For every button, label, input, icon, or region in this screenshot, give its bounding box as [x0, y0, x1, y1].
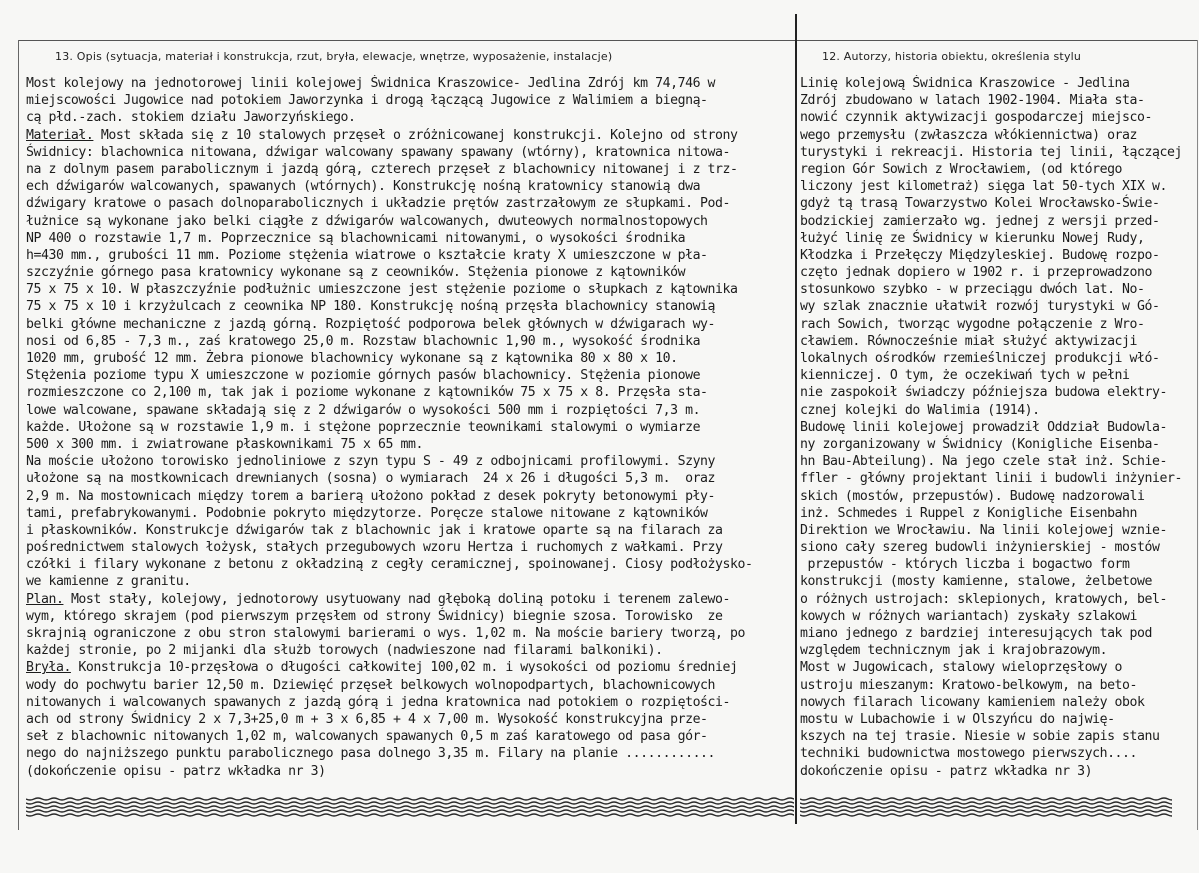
- text-line: Budowę linii kolejowej prowadził Oddział Budowla-: [800, 419, 1167, 435]
- text-line: Plan. Most stały, kolejowy, jednotorowy usytuowany nad głęboką doliną potoku i terenem zalewo-: [26, 591, 731, 607]
- text-line: nie zaspokoił świadczy późniejsza budowa elektry-: [800, 385, 1167, 401]
- text-line: dokończenie opisu - patrz wkładka nr 3): [800, 763, 1093, 779]
- text-line: łużyć linię ze Świdnicy w kierunku Nowej Rudy,: [800, 230, 1145, 246]
- text-line: skrajnią ograniczone z obu stron stalowymi barierami o wys. 1,02 m. Na moście bariery tworzą, po: [26, 626, 745, 641]
- frame-left-rule: [18, 40, 19, 830]
- description-text: [26, 75, 794, 795]
- frame-top-rule: [18, 40, 1198, 41]
- text-line: Stężenia poziome typu X umieszczone w poziomie górnych pasów blachownicy. Stężenia pionowe: [26, 368, 701, 384]
- text-line: częto jednak dopiero w 1902 r. i przeprowadzono: [800, 265, 1153, 281]
- text-line: 500 x 300 mm. i zwiatrowane płaskownikami 75 x 65 mm.: [26, 436, 423, 452]
- text-line: Na moście ułożono torowisko jednoliniowe z szyn typu S - 49 z odbojnicami profilowymi. Szyny: [26, 454, 716, 470]
- text-line: ffler - główny projektant linii i budowli inżynier-: [800, 471, 1182, 487]
- text-line: czółki i filary wykonane z betonu z okładziną z cegły ceramicznej, spoinowanej. Ciosy podłożysko-: [26, 557, 753, 573]
- text-line: ech dźwigarów walcowanych, spawanych (wtórnych). Konstrukcję nośną kratownicy stanowią dwa: [26, 179, 701, 195]
- text-line: wym, którego skrajem (pod pierwszym przęsłem od strony Świdnicy) biegnie szosa. Torowisko ze: [26, 608, 723, 624]
- text-line: turystyki i rekreacji. Historia tej linii, łączącej: [800, 144, 1182, 160]
- wave-stroke: [800, 806, 1172, 808]
- text-line: wy szlak znacznie ułatwił rozwój turystyki w Gó-: [800, 299, 1160, 315]
- text-line: hn Bau-Abteilung). Na jego czele stał inż. Schie-: [800, 454, 1167, 470]
- wave-stroke: [26, 810, 794, 812]
- text-line: Direktion we Wrocławiu. Na linii kolejowej wznie-: [800, 522, 1167, 538]
- section-13-header: 13. Opis (sytuacja, materiał i konstrukcja, rzut, bryła, elewacje, wnętrze, wyposażenie, instalacje): [55, 50, 613, 63]
- text-line: ny zorganizowany w Świdnicy (Konigliche Eisenba-: [800, 436, 1160, 452]
- text-line: i płaskowników. Konstrukcje dźwigarów tak z blachownic jak i kratowe oparte są na filarach za: [26, 522, 723, 538]
- text-line: nego do najniższego punktu parabolicznego pasa dolnego 3,35 m. Filary na planie ............: [26, 746, 716, 762]
- text-line: (dokończenie opisu - patrz wkładka nr 3): [26, 763, 326, 779]
- wave-stroke: [26, 798, 794, 800]
- text-line: Linię kolejową Świdnica Kraszowice - Jedlina: [800, 76, 1130, 91]
- text-line: dźwigary kratowe o pasach dolnoparabolicznych i układzie prętów zastrzałowym ze słupkami. Pod-: [26, 196, 731, 212]
- text-line: seł z blachownic nitowanych 1,02 m, walcowanych spawanych 0,5 m zaś karatowego od pasa gór-: [26, 729, 708, 745]
- text-line: nowić czynnik aktywizacji gospodarczej miejsco-: [800, 110, 1153, 126]
- text-line: ustroju mieszanym: Kratowo-belkowym, na beto-: [800, 677, 1138, 693]
- text-line: 1020 mm, grubość 12 mm. Żebra pionowe blachownicy wykonane są z kątownika 80 x 80 x 10.: [26, 351, 678, 366]
- text-line: wody do pochwytu barier 12,50 m. Dziewięć przęseł belkowych wolnopodpartych, blachownicowych: [26, 677, 716, 693]
- text-line: liczony jest kilometraż) sięga lat 50-tych XIX w.: [800, 179, 1167, 195]
- text-line: techniki budownictwa mostowego pierwszych....: [800, 746, 1138, 762]
- text-line: cznej kolejki do Walimia (1914).: [800, 402, 1040, 418]
- text-line: we kamienne z granitu.: [26, 574, 191, 590]
- wave-stroke: [800, 810, 1172, 812]
- text-line: h=430 mm., grubości 11 mm. Poziome stężenia wiatrowe o kształcie kraty X umieszczone w pła-: [26, 247, 708, 263]
- text-line: stosunkowo szybko - w przeciągu dwóch lat. No-: [800, 282, 1145, 298]
- text-line: rozmieszczone co 2,100 m, tak jak i poziome wykonane z kątowników 75 x 75 x 8. Przęsła sta-: [26, 385, 708, 401]
- wave-stroke: [26, 806, 794, 808]
- column-divider: [795, 14, 797, 824]
- text-line: nosi od 6,85 - 7,3 m., zaś kratowego 25,0 m. Rozstaw blachownic 1,90 m., wysokość środnika: [26, 333, 701, 349]
- text-line: lokalnych ośrodków rzemieślniczej produkcji włó-: [800, 351, 1160, 366]
- text-line: NP 400 o rozstawie 1,7 m. Poprzecznice są blachownicami nitowanymi, o wysokości środnika: [26, 230, 686, 246]
- text-line: Most kolejowy na jednotorowej linii kolejowej Świdnica Kraszowice- Jedlina Zdrój km 74,746 w: [26, 76, 716, 91]
- text-line: konstrukcji (mosty kamienne, stalowe, żelbetowe: [800, 574, 1153, 590]
- wave-stroke: [800, 802, 1172, 804]
- text-line: cą płd.-zach. stokiem działu Jaworzyńskiego.: [26, 110, 356, 126]
- text-line: 2,9 m. Na mostownicach między torem a barierą ułożono pokład z desek pokryty betonowymi pły-: [26, 488, 716, 504]
- text-line: łużnice są wykonane jako belki ciągłe z dźwigarów walcowanych, dwuteowych normalnostopowych: [26, 213, 708, 229]
- text-line: mostu w Lubachowie i w Olszyńcu do najwię-: [800, 711, 1115, 727]
- text-line: nowych filarach licowany kamieniem należy obok: [800, 694, 1145, 710]
- text-line: kszych na tej trasie. Niesie w sobie zapis stanu: [800, 729, 1160, 745]
- wave-stroke: [26, 802, 794, 804]
- wavy-divider-left: [26, 796, 794, 818]
- text-line: Materiał. Most składa się z 10 stalowych przęseł o zróżnicowanej konstrukcji. Kolejno od strony: [26, 127, 738, 143]
- frame-right-rule: [1197, 40, 1198, 830]
- text-line: pośrednictwem stalowych łożysk, stałych przegubowych wzoru Hertza i ruchomych z wałkami. Przy: [26, 540, 723, 556]
- text-line: bodzickiej zamierzało wg. jednej z wersji przed-: [800, 213, 1160, 229]
- text-line: przepustów - których liczba i bogactwo form: [800, 557, 1130, 573]
- text-line: kowych w różnych wariantach) zyskały szlakowi: [800, 608, 1138, 624]
- wave-stroke: [800, 798, 1172, 800]
- text-line: skich (mostów, przepustów). Budowę nadzorowali: [800, 488, 1145, 504]
- text-line: rach Sowich, tworząc wygodne połączenie z Wro-: [800, 316, 1145, 332]
- text-line: inż. Schmedes i Ruppel z Konigliche Eisenbahn: [800, 505, 1138, 521]
- text-line: miejscowości Jugowice nad potokiem Jaworzynka i drogą łączącą Jugowice z Walimiem a biegną-: [26, 93, 708, 109]
- text-line: Świdnicy: blachownica nitowana, dźwigar walcowany spawany spawany (wtórny), kratownica nitowa-: [26, 144, 731, 160]
- text-line: gdyż tą trasą Towarzystwo Kolei Wrocławsko-Świe-: [800, 196, 1160, 212]
- wavy-divider-right: [800, 796, 1172, 818]
- text-line: Most w Jugowicach, stalowy wieloprzęsłowy o: [800, 660, 1123, 676]
- wave-stroke: [26, 814, 794, 816]
- history-text: [800, 75, 1194, 795]
- text-line: względem technicznym jak i krajobrazowym.: [800, 643, 1108, 659]
- text-line: belki główne mechaniczne z jazdą górną. Rozpiętość podporowa belek głównych w dźwigarach wy-: [26, 316, 716, 332]
- text-line: siono cały szereg budowli inżynierskiej - mostów: [800, 540, 1160, 556]
- text-line: każdej stronie, po 2 mijanki dla służb torowych (nadwieszone nad filarami balkoniki).: [26, 643, 663, 659]
- text-line: na z dolnym pasem parabolicznym i jazdą górą, czterech przęseł z blachownicy nitowanej i z trz-: [26, 161, 738, 177]
- text-line: region Gór Sowich z Wrocławiem, (od którego: [800, 161, 1123, 177]
- text-line: lowe walcowane, spawane składają się z 2 dźwigarów o wysokości 500 mm i rozpiętości 7,3 m.: [26, 402, 701, 418]
- text-line: nitowanych i walcowanych spawanych z jazdą górą i jedna kratownica nad potokiem o rozpiętości-: [26, 694, 731, 710]
- text-line: miano jednego z bardziej interesujących tak pod: [800, 626, 1153, 641]
- text-line: Zdrój zbudowano w latach 1902-1904. Miała sta-: [800, 93, 1145, 109]
- text-line: tami, prefabrykowanymi. Podobnie pokryto międzytorze. Poręcze stalowe nitowane z kątowników: [26, 505, 708, 521]
- text-line: ach od strony Świdnicy 2 x 7,3+25,0 m + 3 x 6,85 + 4 x 7,00 m. Wysokość konstrukcyjna prze-: [26, 711, 708, 727]
- text-line: ułożone są na mostkownicach drewnianych (sosna) o wymiarach 24 x 26 i długości 5,3 m. oraz: [26, 471, 716, 487]
- text-line: 75 x 75 x 10. W płaszczyźnie podłużnic umieszczone jest stężenie poziome o słupkach z kątownika: [26, 282, 738, 298]
- text-line: kienniczej. O tym, że oczekiwań tych w pełni: [800, 368, 1130, 384]
- text-line: Kłodzka i Przełęczy Międzyleskiej. Budowę rozpo-: [800, 247, 1160, 263]
- text-line: o różnych ustrojach: sklepionych, kratowych, bel-: [800, 591, 1167, 607]
- text-line: cławiem. Równocześnie miał służyć aktywizacji: [800, 333, 1138, 349]
- wave-stroke: [800, 814, 1172, 816]
- section-12-header: 12. Autorzy, historia obiektu, określenia stylu: [822, 50, 1082, 63]
- text-line: wego przemysłu (zwłaszcza włókiennictwa) oraz: [800, 127, 1138, 143]
- text-line: szczyźnie górnego pasa kratownicy wykonane są z ceowników. Stężenia pionowe z kątowników: [26, 265, 686, 281]
- text-line: Bryła. Konstrukcja 10-przęsłowa o długości całkowitej 100,02 m. i wysokości od poziomu średniej: [26, 660, 738, 676]
- text-line: 75 x 75 x 10 i krzyżulcach z ceownika NP 180. Konstrukcję nośną przęsła blachownicy stanowią: [26, 299, 716, 315]
- text-line: każde. Ułożone są w rozstawie 1,9 m. i stężone poprzecznie teownikami stalowymi o wymiarze: [26, 419, 701, 435]
